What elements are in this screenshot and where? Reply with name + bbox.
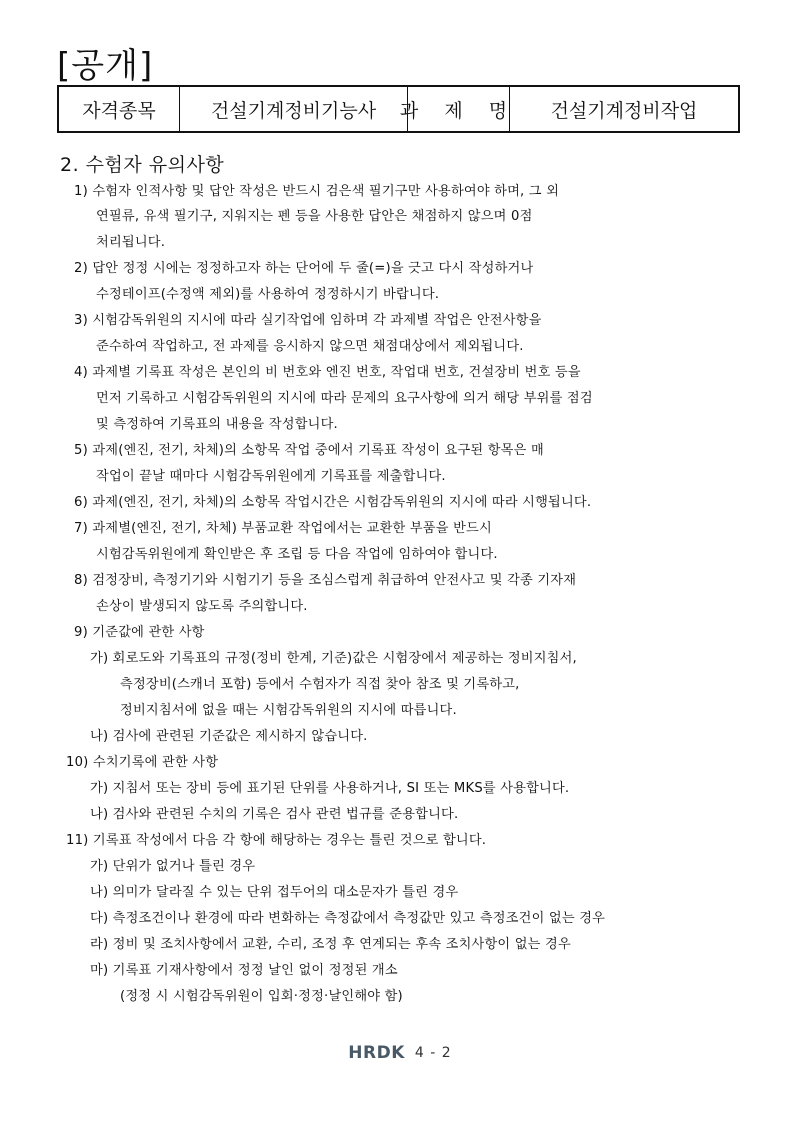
- list-item: 8) 검정장비, 측정기기와 시험기기 등을 조심스럽게 취급하여 안전사고 및 각종 기자재: [74, 573, 577, 588]
- list-item: 1) 수험자 인적사항 및 답안 작성은 반드시 검은색 필기구만 사용하여야 하며, 그 외: [74, 184, 560, 199]
- task-label: 과 제 명: [408, 87, 510, 131]
- list-item: 손상이 발생되지 않도록 주의합니다.: [96, 599, 308, 614]
- list-item: 4) 과제별 기록표 작성은 본인의 비 번호와 엔진 번호, 작업대 번호, 건설장비 번호 등을: [74, 365, 581, 380]
- list-item: 작업이 끝날 때마다 시험감독위원에게 기록표를 제출합니다.: [96, 469, 446, 484]
- list-item: 9) 기준값에 관한 사항: [74, 625, 205, 640]
- list-item: 6) 과제(엔진, 전기, 차체)의 소항목 작업시간은 시험감독위원의 지시에 따라 시행됩니다.: [74, 495, 592, 510]
- list-item: 7) 과제별(엔진, 전기, 차체) 부품교환 작업에서는 교환한 부품을 반드시: [74, 521, 492, 536]
- list-item: 다) 측정조건이나 환경에 따라 변화하는 측정값에서 측정값만 있고 측정조건이 없는 경우: [90, 911, 606, 926]
- page-number: 4 - 2: [414, 1045, 452, 1061]
- list-item: 2) 답안 정정 시에는 정정하고자 하는 단어에 두 줄(=)을 긋고 다시 작성하거나: [74, 261, 534, 276]
- section-title: 2. 수험자 유의사항: [60, 154, 225, 176]
- list-item: 라) 정비 및 조치사항에서 교환, 수리, 조정 후 연계되는 후속 조치사항이 없는 경우: [90, 937, 571, 952]
- list-item: 정비지침서에 없을 때는 시험감독위원의 지시에 따릅니다.: [120, 703, 457, 718]
- list-item: 및 측정하여 기록표의 내용을 작성합니다.: [96, 417, 338, 432]
- list-item: 시험감독위원에게 확인받은 후 조립 등 다음 작업에 임하여야 합니다.: [96, 547, 498, 562]
- list-item: 가) 회로도와 기록표의 규정(정비 한계, 기준)값은 시험장에서 제공하는 정비지침서,: [90, 651, 577, 666]
- list-item: 연필류, 유색 필기구, 지워지는 펜 등을 사용한 답안은 채점하지 않으며 0점: [96, 209, 533, 224]
- document-visibility-tag: [공개]: [57, 46, 154, 86]
- qualification-value: 건설기계정비기능사: [180, 87, 408, 131]
- list-item: 먼저 기록하고 시험감독위원의 지시에 따라 문제의 요구사항에 의거 해당 부위를 점검: [96, 391, 593, 406]
- list-item: 10) 수치기록에 관한 사항: [66, 755, 219, 770]
- list-item: 마) 기록표 기재사항에서 정정 날인 없이 정정된 개소: [90, 963, 398, 978]
- list-item: (정정 시 시험감독위원이 입회·정정·날인해야 함): [120, 989, 403, 1004]
- list-item: 준수하여 작업하고, 전 과제를 응시하지 않으면 채점대상에서 제외됩니다.: [96, 339, 524, 354]
- list-item: 가) 단위가 없거나 틀린 경우: [90, 859, 256, 874]
- task-value: 건설기계정비작업: [550, 99, 698, 122]
- list-item: 수정테이프(수정액 제외)를 사용하여 정정하시기 바랍니다.: [96, 287, 440, 302]
- page-footer: [0, 1043, 800, 1063]
- list-item: 5) 과제(엔진, 전기, 차체)의 소항목 작업 중에서 기록표 작성이 요구된 항목은 매: [74, 443, 544, 458]
- hrdk-logo: HRDK: [348, 1043, 405, 1063]
- list-item: 나) 검사에 관련된 기준값은 제시하지 않습니다.: [90, 729, 368, 744]
- list-item: 나) 검사와 관련된 수치의 기록은 검사 관련 법규를 준용합니다.: [90, 807, 459, 822]
- list-item: 나) 의미가 달라질 수 있는 단위 접두어의 대소문자가 틀린 경우: [90, 885, 459, 900]
- qualification-label: 자격종목: [59, 87, 180, 131]
- title-table: [57, 85, 740, 133]
- list-item: 가) 지침서 또는 장비 등에 표기된 단위를 사용하거나, SI 또는 MKS를 사용합니다.: [90, 781, 570, 796]
- list-item: 처리됩니다.: [96, 235, 166, 250]
- list-item: 3) 시험감독위원의 지시에 따라 실기작업에 임하며 각 과제별 작업은 안전사항을: [74, 313, 542, 328]
- list-item: 11) 기록표 작성에서 다음 각 항에 해당하는 경우는 틀린 것으로 합니다.: [66, 833, 487, 848]
- list-item: 측정장비(스캐너 포함) 등에서 수험자가 직접 찾아 참조 및 기록하고,: [120, 677, 520, 692]
